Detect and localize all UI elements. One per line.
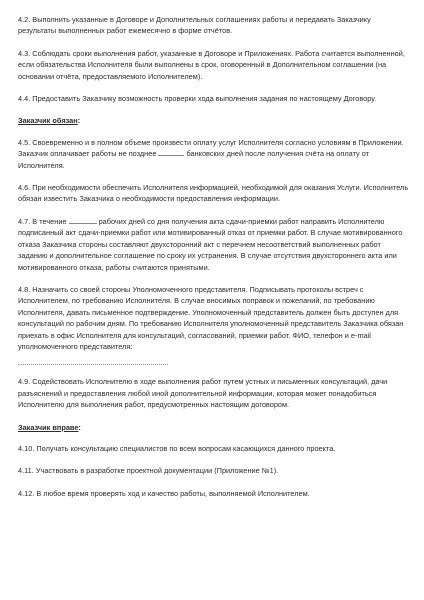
- clause-4-6: 4.6. При необходимости обеспечить Исполнителя информацией, необходимой для оказания Услуги. Исполнитель обязан известить Заказчика о необходимости предоставления информации.: [18, 183, 409, 204]
- clause-4-8: [18, 284, 410, 365]
- clause-4-2: 4.2. Выполнить указанные в Договоре и Дополнительных соглашениях работы и передавать Заказчику результаты выполненных работ ежемесячно в форме отчётов.: [18, 15, 371, 36]
- clause-4-4: 4.4. Предоставить Заказчику возможность проверки хода выполнения задания по настоящему Договору.: [18, 94, 377, 104]
- blank-days-field[interactable]: [158, 149, 184, 156]
- clause-4-3: 4.3. Соблюдать сроки выполнения работ, указанные в Договоре и Приложениях. Работа считается выполненной, если обязательства Исполнителя были выполнены в срок, оговоренный в Дополнительном соглашении (на основании отчёта, предоставляемого Исполнителем).: [18, 48, 405, 81]
- heading-obligations-colon: :: [77, 116, 81, 126]
- clause-4-5-part-a: 4.5. Своевременно и в полном объеме произвести оплату услуг Исполнителя согласно условиям в Приложении. Заказчик оплачивает работы не позднее: [18, 137, 404, 159]
- document-page: [18, 14, 410, 510]
- clause-4-11: 4.11. Участвовать в разработке проектной документации (Приложение №1).: [18, 466, 279, 476]
- clause-4-5: [18, 137, 410, 171]
- clause-4-7-part-b: рабочих дней со дня получения акта сдачи-приемки работ направить Исполнителю подписанный акт сдачи-приемки работ или мотивированный отказ от приемки работ. В случае мотивированного отказа Заказчика стороны составляют двухсторонний акт с перечнем несоответствий выполненных работ заданию и дополнительное соглашение по сроку их устранения. В случае отсутствия двухстороннего акта или мотивированного отказа, работы считаются принятыми.: [18, 216, 403, 272]
- heading-rights-text: Заказчик вправе: [18, 422, 79, 432]
- clause-4-10: 4.10. Получать консультацию специалистов по всем вопросам касающихся данного проекта.: [18, 443, 336, 453]
- blank-working-days-field[interactable]: [69, 217, 97, 224]
- representative-contact-field[interactable]: [18, 354, 168, 365]
- clause-4-7: [18, 216, 410, 273]
- clause-4-5-part-b: банковских дней после получения счёта на оплату от Исполнителя.: [18, 149, 370, 170]
- clause-4-8-text: 4.8. Назначить со своей стороны Уполномоченного представителя. Подписывать протоколы встреч с Исполнителем, по требованию Исполнителя. В случае вносимых поправок и пожеланий, по требованию Исполнителя, давать письменное подтверждение. Уполномоченный представитель должен быть доступен для консультаций по рабочим дням. По требованию Исполнителя уполномоченный представитель Заказчика обязан приехать в офис Исполнителя для консультаций, согласований, приемки работ. ФИО, телефон и e-mail уполномоченного представителя:: [18, 284, 404, 351]
- clause-4-9: 4.9. Содействовать Исполнителю в ходе выполнения работ путем устных и письменных консультаций, дачи разъяснений и предоставления любой иной дополнительной информации, которая может понадобиться Исполнителю для выполнения работ, предусмотренных настоящим договором.: [18, 377, 388, 410]
- heading-customer-obligations: [18, 115, 410, 126]
- heading-obligations-text: Заказчик обязан: [18, 116, 78, 126]
- heading-customer-rights: [18, 422, 410, 433]
- heading-rights-colon: :: [78, 422, 81, 432]
- clause-4-7-part-a: 4.7. В течение: [18, 216, 69, 226]
- clause-4-12: 4.12. В любое время проверять ход и качество работы, выполняемой Исполнителем.: [18, 488, 310, 498]
